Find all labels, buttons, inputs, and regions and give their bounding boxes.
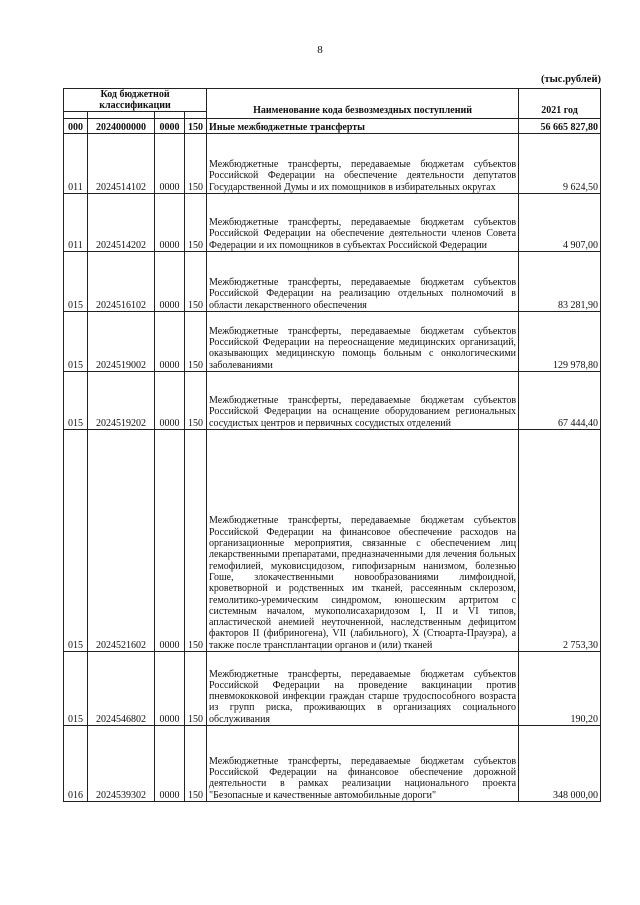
row-amount: 2 753,30 — [519, 430, 601, 652]
table-row — [64, 252, 601, 312]
row-amount: 56 665 827,80 — [519, 119, 601, 134]
row-name: Межбюджетные трансферты, передаваемые бюджетам субъектов Российской Федерации на проведение вакцинации против пневмококковой инфекции граждан старше трудоспособного возраста из групп риска, проживающих в организациях социального обслуживания — [207, 652, 519, 726]
program-code: 0000 — [155, 194, 185, 252]
table-row — [64, 134, 601, 194]
row-amount: 9 624,50 — [519, 134, 601, 194]
header-year: 2021 год — [519, 89, 601, 119]
row-amount: 129 978,80 — [519, 312, 601, 372]
admin-code: 011 — [64, 134, 88, 194]
econ-code: 150 — [185, 652, 207, 726]
program-code: 0000 — [155, 119, 185, 134]
admin-code: 011 — [64, 194, 88, 252]
admin-code: 015 — [64, 252, 88, 312]
row-name: Межбюджетные трансферты, передаваемые бюджетам субъектов Российской Федерации на переоснащение медицинских организаций, оказывающих медицинскую помощь больным с онкологическими заболеваниями — [207, 312, 519, 372]
program-code: 0000 — [155, 372, 185, 430]
row-name: Межбюджетные трансферты, передаваемые бюджетам субъектов Российской Федерации на оснащение оборудованием региональных сосудистых центров и первичных сосудистых отделений — [207, 372, 519, 430]
budget-code: 2024519002 — [88, 312, 155, 372]
table-row — [64, 372, 601, 430]
program-code: 0000 — [155, 134, 185, 194]
admin-code: 015 — [64, 312, 88, 372]
program-code: 0000 — [155, 252, 185, 312]
admin-code: 000 — [64, 119, 88, 134]
econ-code: 150 — [185, 312, 207, 372]
econ-code: 150 — [185, 119, 207, 134]
units-label: (тыс.рублей) — [540, 74, 601, 85]
admin-code: 016 — [64, 726, 88, 802]
program-code: 0000 — [155, 430, 185, 652]
budget-code: 2024000000 — [88, 119, 155, 134]
table-row — [64, 430, 601, 652]
page-number: 8 — [317, 44, 323, 56]
budget-table — [63, 88, 601, 802]
table-row — [64, 652, 601, 726]
header-code-group: Код бюджетной классификации — [64, 89, 207, 112]
row-amount: 83 281,90 — [519, 252, 601, 312]
row-amount: 4 907,00 — [519, 194, 601, 252]
table-row — [64, 726, 601, 802]
table-row — [64, 312, 601, 372]
budget-code: 2024519202 — [88, 372, 155, 430]
program-code: 0000 — [155, 312, 185, 372]
row-name: Межбюджетные трансферты, передаваемые бюджетам субъектов Российской Федерации на обеспечение деятельности членов Совета Федерации и их помощников в субъектах Российской Федерации — [207, 194, 519, 252]
table-row — [64, 119, 601, 134]
row-name: Иные межбюджетные трансферты — [207, 119, 519, 134]
admin-code: 015 — [64, 430, 88, 652]
header-name: Наименование кода безвозмездных поступлений — [207, 89, 519, 119]
table-row — [64, 194, 601, 252]
row-amount: 67 444,40 — [519, 372, 601, 430]
row-amount: 190,20 — [519, 652, 601, 726]
budget-code: 2024521602 — [88, 430, 155, 652]
row-name: Межбюджетные трансферты, передаваемые бюджетам субъектов Российской Федерации на обеспечение деятельности депутатов Государственной Думы и их помощников в избирательных округах — [207, 134, 519, 194]
program-code: 0000 — [155, 726, 185, 802]
econ-code: 150 — [185, 252, 207, 312]
row-name: Межбюджетные трансферты, передаваемые бюджетам субъектов Российской Федерации на реализацию отдельных полномочий в области лекарственного обеспечения — [207, 252, 519, 312]
row-name: Межбюджетные трансферты, передаваемые бюджетам субъектов Российской Федерации на финансовое обеспечение дорожной деятельности в рамках реализации национального проекта "Безопасные и качественные автомобильные дороги" — [207, 726, 519, 802]
table-header — [64, 89, 601, 112]
budget-code: 2024546802 — [88, 652, 155, 726]
row-amount: 348 000,00 — [519, 726, 601, 802]
econ-code: 150 — [185, 430, 207, 652]
budget-code: 2024516102 — [88, 252, 155, 312]
econ-code: 150 — [185, 372, 207, 430]
econ-code: 150 — [185, 194, 207, 252]
row-name: Межбюджетные трансферты, передаваемые бюджетам субъектов Российской Федерации на финансовое обеспечение расходов на организационные мероприятия, связанные с обеспечением лиц лекарственными препаратами, предназначенными для лечения больных гемофилией, муковисцидозом, гипофизарным нанизмом, болезнью Гоше, злокачественными новообразованиями лимфоидной, кроветворной и родственных им тканей, рассеянным склерозом, гемолитико-уремическим синдромом, юношеским артритом с системным началом, мукополисахаридозом I, II и VI типов, апластической анемией неуточненной, наследственным дефицитом факторов II (фибриногена), VII (лабильного), X (Стюарта-Прауэра), а также после трансплантации органов и (или) тканей — [207, 430, 519, 652]
econ-code: 150 — [185, 134, 207, 194]
budget-code: 2024514102 — [88, 134, 155, 194]
admin-code: 015 — [64, 652, 88, 726]
budget-code: 2024514202 — [88, 194, 155, 252]
program-code: 0000 — [155, 652, 185, 726]
econ-code: 150 — [185, 726, 207, 802]
budget-code: 2024539302 — [88, 726, 155, 802]
admin-code: 015 — [64, 372, 88, 430]
